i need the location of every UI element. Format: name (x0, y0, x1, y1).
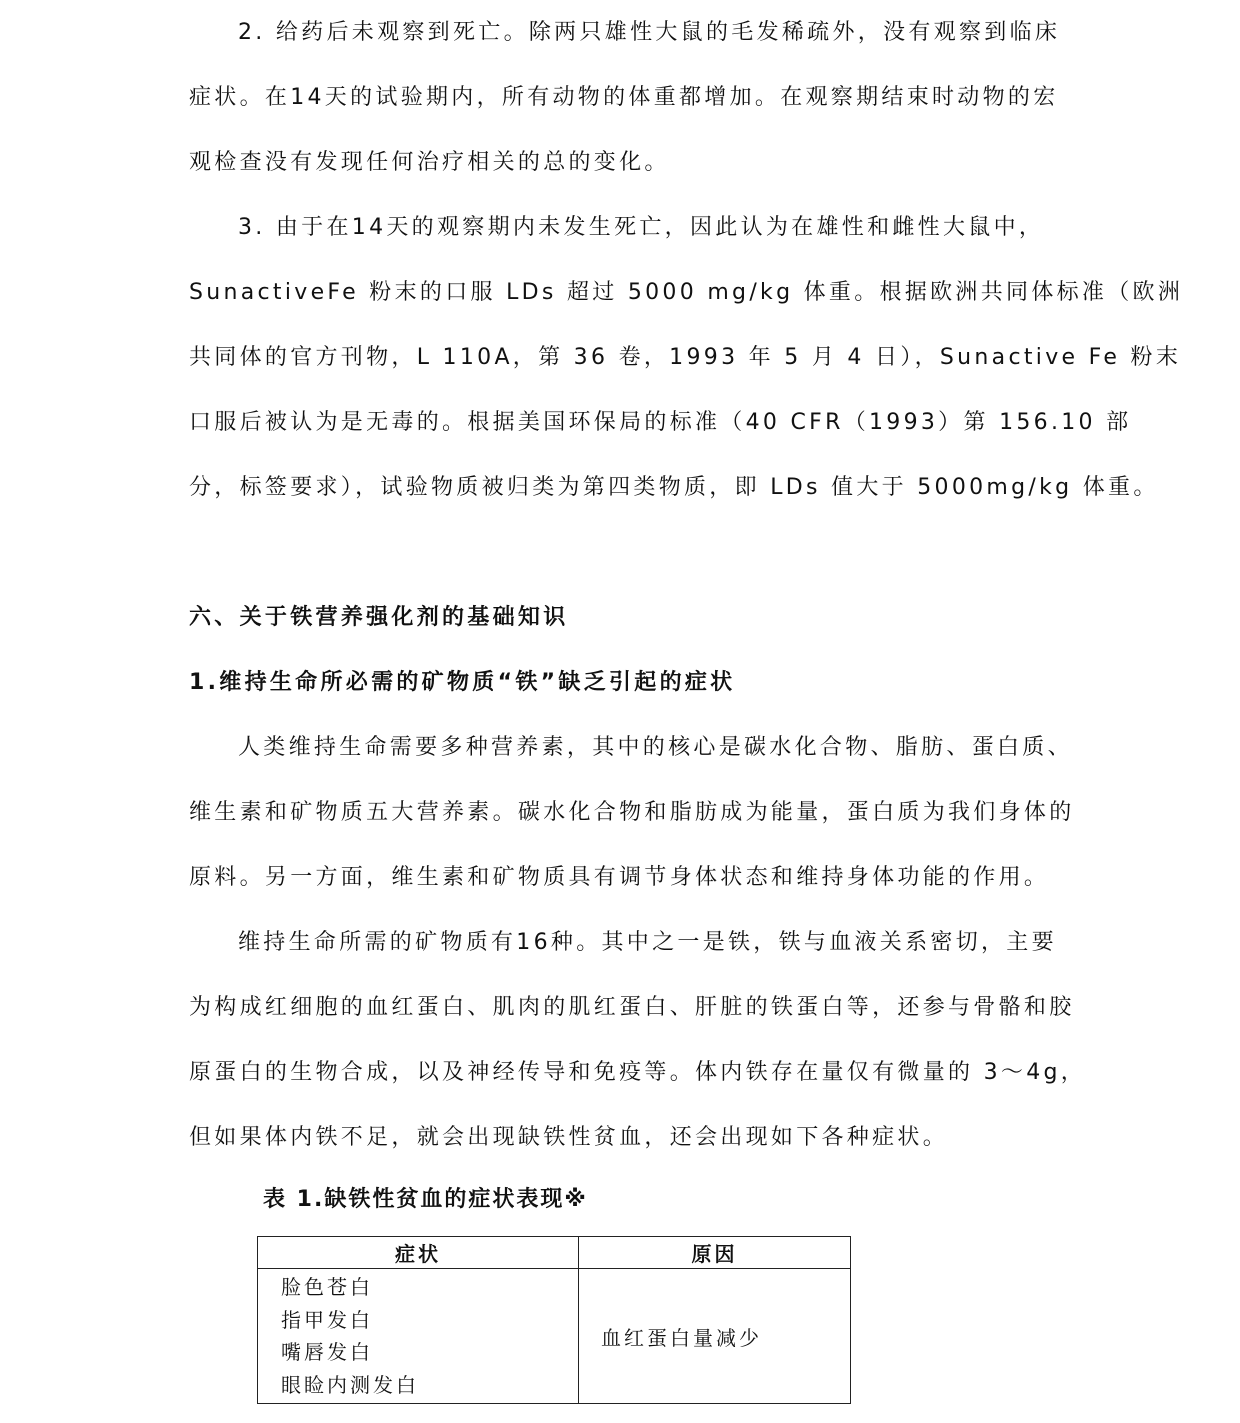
paragraph-3 (189, 195, 1184, 520)
header-symptom: 症状 (258, 1237, 579, 1269)
text-line: 观检查没有发现任何治疗相关的总的变化。 (189, 150, 670, 175)
text-line: 分，标签要求），试验物质被归类为第四类物质，即 LDs 值大于 5000mg/kg 体重。 (189, 475, 1159, 500)
symptoms-table (257, 1236, 851, 1404)
body-paragraph-1 (189, 715, 1075, 910)
spacer (189, 520, 1069, 585)
document-page (189, 0, 1184, 1170)
text-line: 症状。在14天的试验期内，所有动物的体重都增加。在观察期结束时动物的宏 (189, 85, 1059, 110)
text-line: 为构成红细胞的血红蛋白、肌肉的肌红蛋白、肝脏的铁蛋白等，还参与骨骼和胶 (189, 995, 1075, 1020)
text-line: 原料。另一方面，维生素和矿物质具有调节身体状态和维持身体功能的作用。 (189, 865, 1050, 890)
section-heading: 六、关于铁营养强化剂的基础知识 (189, 605, 569, 630)
symptoms-cell (258, 1269, 579, 1404)
symptom-item: 指甲发白 (281, 1307, 373, 1332)
subsection-heading: 1.维持生命所必需的矿物质“铁”缺乏引起的症状 (189, 670, 736, 695)
text-line: 维持生命所需的矿物质有16种。其中之一是铁，铁与血液关系密切，主要 (238, 930, 1057, 955)
text-line: 但如果体内铁不足，就会出现缺铁性贫血，还会出现如下各种症状。 (189, 1125, 949, 1150)
cause-cell: 血红蛋白量减少 (579, 1269, 851, 1404)
text-line: 共同体的官方刊物，L 110A，第 36 卷，1993 年 5 月 4 日），Sunactive Fe 粉末 (189, 345, 1182, 370)
symptom-item: 眼睑内测发白 (281, 1372, 419, 1397)
text-line: 3. 由于在14天的观察期内未发生死亡，因此认为在雄性和雌性大鼠中， (238, 215, 1045, 240)
header-cause: 原因 (579, 1237, 851, 1269)
text-line: 维生素和矿物质五大营养素。碳水化合物和脂肪成为能量，蛋白质为我们身体的 (189, 800, 1075, 825)
table-title: 表 1.缺铁性贫血的症状表现※ (263, 1187, 588, 1212)
text-line: 原蛋白的生物合成，以及神经传导和免疫等。体内铁存在量仅有微量的 3～4g， (189, 1060, 1087, 1085)
paragraph-2 (189, 0, 1069, 195)
text-line: 2. 给药后未观察到死亡。除两只雄性大鼠的毛发稀疏外，没有观察到临床 (238, 20, 1061, 45)
text-line: 人类维持生命需要多种营养素，其中的核心是碳水化合物、脂肪、蛋白质、 (238, 735, 1073, 760)
table-header-row (258, 1237, 851, 1269)
text-line: SunactiveFe 粉末的口服 LDs 超过 5000 mg/kg 体重。根据欧洲共同体标准（欧洲 (189, 280, 1184, 305)
symptom-item: 脸色苍白 (281, 1275, 373, 1299)
table-row (258, 1269, 851, 1404)
text-line: 口服后被认为是无毒的。根据美国环保局的标准（40 CFR（1993）第 156.10 部 (189, 410, 1132, 435)
body-paragraph-2 (189, 910, 1087, 1170)
symptom-item: 嘴唇发白 (281, 1340, 373, 1364)
